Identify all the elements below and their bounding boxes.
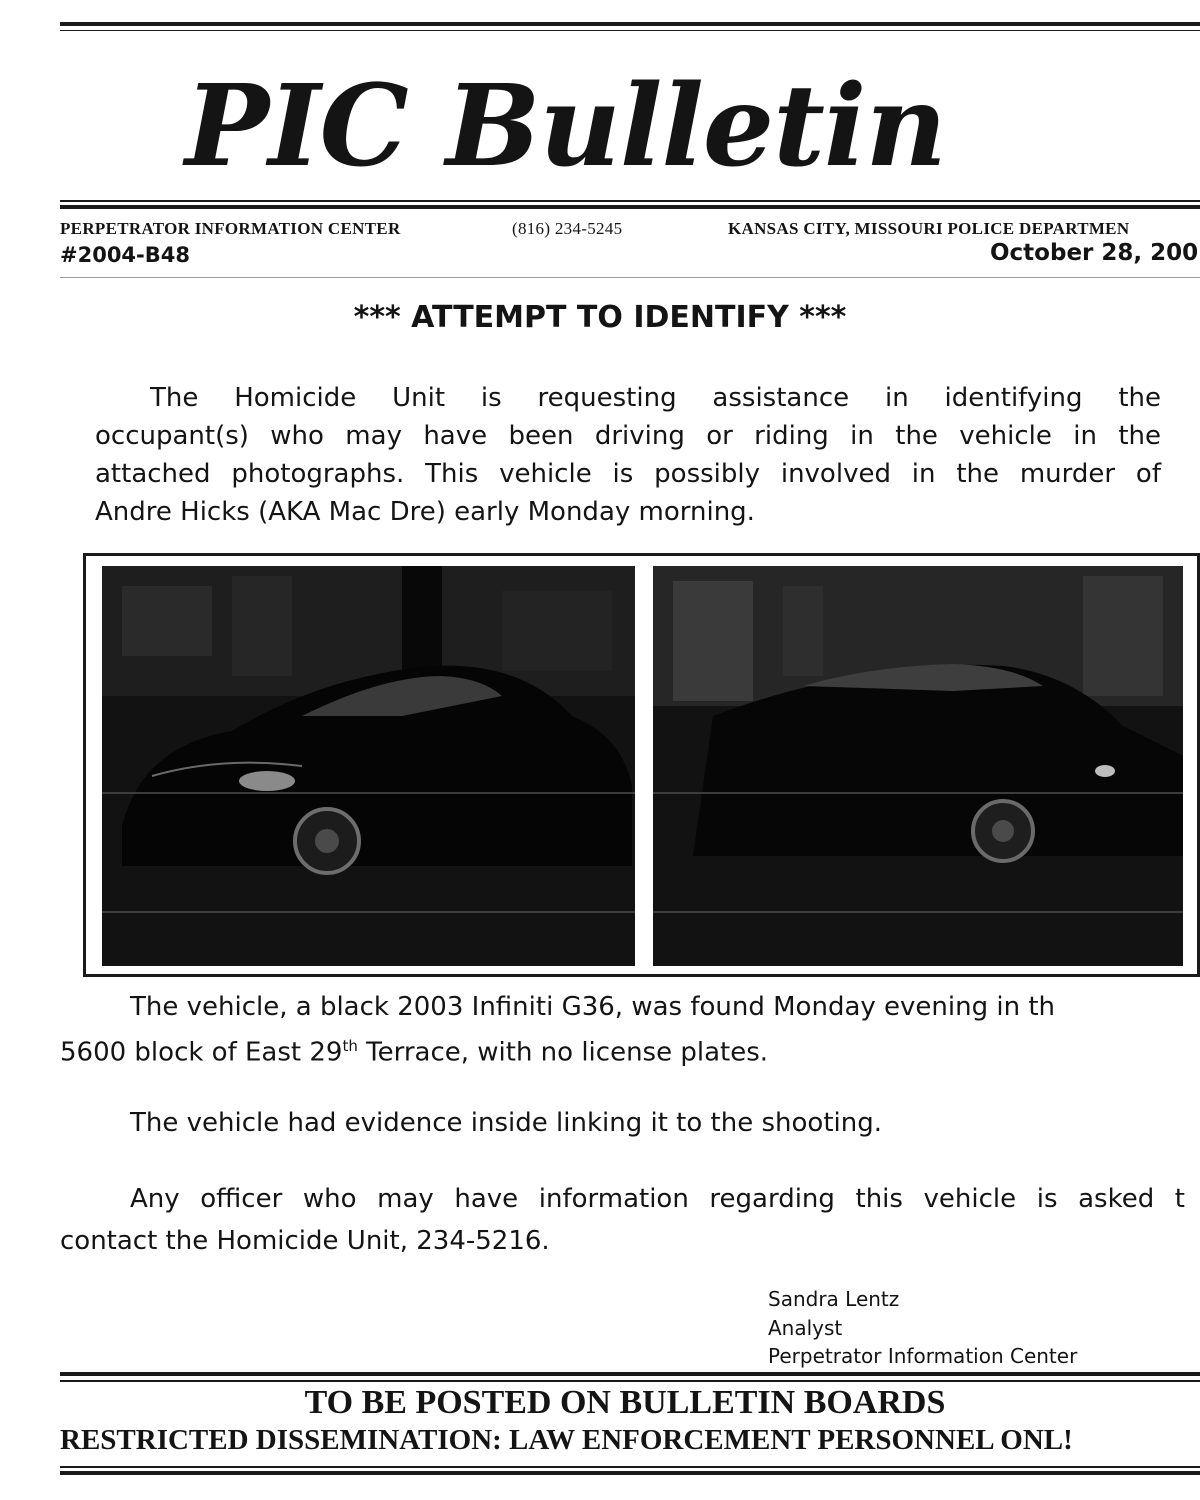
vehicle-line-2-sup: th — [342, 1037, 358, 1055]
bulletin-number: #2004-B48 — [60, 243, 190, 267]
contact-line-1: Any officer who may have information regarding this vehicle is asked t — [130, 1184, 1185, 1214]
top-rule-thin — [60, 30, 1200, 31]
bulletin-date: October 28, 200 — [990, 240, 1199, 266]
vehicle-line-1: The vehicle, a black 2003 Infiniti G36, was found Monday evening in th — [130, 992, 1055, 1022]
top-rule-thick — [60, 22, 1200, 26]
department-name: KANSAS CITY, MISSOURI POLICE DEPARTMEN — [728, 219, 1130, 238]
intro-line-2: occupant(s) who may have been driving or riding in the vehicle in the — [95, 421, 1161, 451]
bottom-rule-thick — [60, 1471, 1200, 1475]
footer-rule-thin — [60, 1380, 1200, 1382]
footer-rule-thick — [60, 1372, 1200, 1376]
vehicle-line-2 — [60, 1027, 768, 1072]
restriction-notice: RESTRICTED DISSEMINATION: LAW ENFORCEMENT PERSONNEL ONL! — [60, 1424, 1073, 1456]
vehicle-side-photo-art — [653, 566, 1183, 966]
posting-notice: TO BE POSTED ON BULLETIN BOARDS — [304, 1384, 946, 1421]
contact-line-2: contact the Homicide Unit, 234-5216. — [60, 1226, 550, 1256]
vehicle-side-photo — [653, 566, 1183, 966]
signature-name: Sandra Lentz — [768, 1287, 900, 1311]
masthead-rule-thick — [60, 205, 1200, 209]
masthead-rule-thin — [60, 200, 1200, 202]
vehicle-line-2-end: Terrace, with no license plates. — [357, 1037, 769, 1068]
bottom-rule-thin — [60, 1466, 1200, 1468]
photo-frame — [83, 553, 1200, 977]
masthead-title: PIC Bulletin — [185, 61, 946, 192]
intro-line-4: Andre Hicks (AKA Mac Dre) early Monday morning. — [95, 497, 755, 527]
center-name: PERPETRATOR INFORMATION CENTER — [60, 219, 401, 238]
intro-line-3: attached photographs. This vehicle is possibly involved in the murder of — [95, 459, 1161, 489]
center-phone: (816) 234-5245 — [512, 219, 623, 238]
evidence-text: The vehicle had evidence inside linking it to the shooting. — [130, 1108, 882, 1138]
vehicle-front-photo — [102, 566, 635, 966]
intro-line-1 — [95, 379, 1161, 417]
attempt-to-identify-heading: *** ATTEMPT TO IDENTIFY *** — [353, 300, 847, 335]
header-divider — [60, 277, 1200, 278]
signature-unit: Perpetrator Information Center — [768, 1344, 1078, 1368]
vehicle-front-photo-art — [102, 566, 635, 966]
vehicle-line-2-start: 5600 block of East 29 — [60, 1037, 343, 1068]
intro-line-1-text: The Homicide Unit is requesting assistance in identifying the — [150, 383, 1161, 413]
signature-title: Analyst — [768, 1316, 843, 1340]
